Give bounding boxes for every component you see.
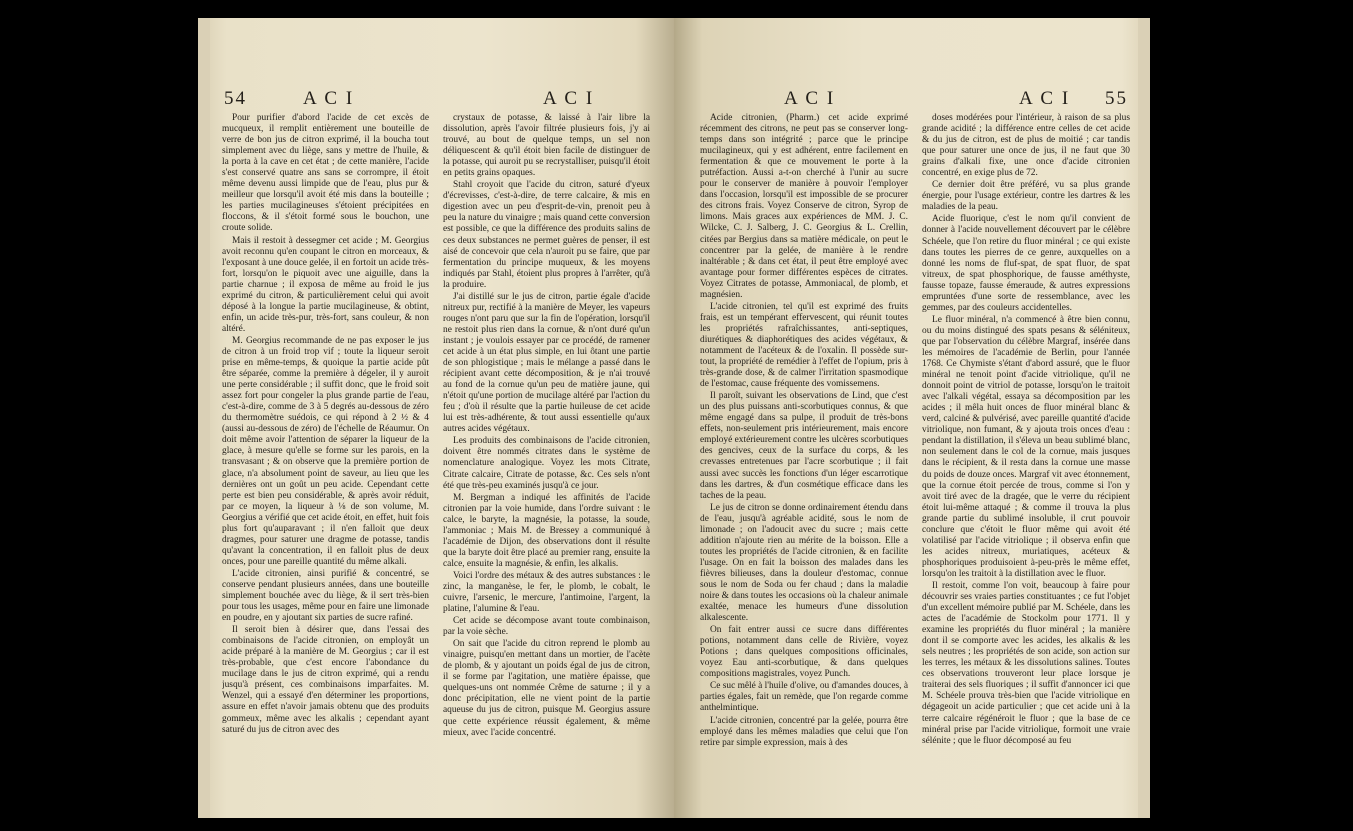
paragraph: L'acide citronien, tel qu'il est exprimé des fruits frais, est un tempérant effervescent, qui réunit toutes les propriétés rafraîchissantes, anti-septiques, diurétiques & diaphorétiques des acides végétaux, & notamment de l'acéteux & de l'oxalin. Il possède sur-tout, la propriété de remédier à l'effet de l'opium, pris à très-grande dose, & de calmer l'irritation spasmodique de l'estomac, cause fréquente des vomissemens. xyxy=(700,301,908,390)
paragraph: On sait que l'acide du citron reprend le plomb au vinaigre, puisqu'en mettant dans un mortier, de l'acète de plomb, & y ajoutant un poids égal de jus de citron, il se forme par l'agitation, une matière épaisse, que quelques-uns ont nommée Crême de saturne ; il y a donc précipitation, elle ne vient point de la partie aqueuse du jus de citron, puisque M. Georgius assure que cette expérience réussit également, & même mieux, avec l'acide concentré. xyxy=(443,639,650,738)
paragraph: Acide fluorique, c'est le nom qu'il convient de donner à l'acide nouvellement découvert par le célèbre Schéele, que l'on retire du fluor minéral ; ce qui existe dans toutes les pierres de ce genre, auxquelles on a donné les noms de fluf-spat, de spat fluor, de spat vitreux, de spat phosphorique, de fausse améthyste, fausse topaze, fausse émeraude, & autres expressions empruntées d'une sorte de ressemblance, avec les gemmes, par des couleurs accidentelles. xyxy=(922,214,1130,313)
right-page-column-1 xyxy=(700,113,908,790)
paragraph: M. Bergman a indiqué les affinités de l'acide citronien par la voie humide, dans l'ordre suivant : le calce, le baryte, la magnésie, la potasse, la soude, l'ammoniac ; Mais M. de Bressey a communiqué à l'académie de Dijon, des observations dont il résulte que la baryte doit être placé au premier rang, ensuite la calce, ensuite la magnésie, & enfin, les alkalis. xyxy=(443,492,650,569)
right-page-header xyxy=(674,88,1150,112)
left-running-head-2: A C I xyxy=(543,88,595,109)
paragraph: Le fluor minéral, n'a commencé à être bien connu, ou du moins distingué des spats pesans & séléniteux, que par l'observation du célèbre Margraf, insérée dans les mémoires de l'académie de Berlin, pour l'année 1768. Ce Chymiste s'étant d'abord assuré, que le fluor minéral ne tenoit point d'acide vitriolique, qu'il ne donnoit point de vitriol de potasse, lorsqu'on le traitoit avec l'alkali végétal, essaya sa décomposition par les acides ; il mêla huit onces de fluor minéral blanc & verd, calciné & pulvérisé, avec pareille quantité d'acide vitriolique, non fumant, & y ajouta trois onces d'eau : pendant la distillation, il s'éleva un beau sublimé blanc, non seulement dans le col de la cornue, mais jusques dans le récipient, & il resta dans la cornue une masse du poids de douze onces. Margraf vit avec étonnement, que la cornue étoit percée de trous, comme si l'on y avoit tiré avec de la dragée, que le verre du récipient étoit lui-même attaqué ; & comme il trouva la plus grande partie du sublimé insoluble, il crut pouvoir conclure que c'étoit le fluor même qui avoit été volatilisé par l'acide vitriolique ; il observa enfin que les acides nitreux, muriatiques, acéteux & phosphoriques produisoient à-peu-près le même effet, lorsqu'on les traitoit à la distillation avec le fluor. xyxy=(922,314,1130,579)
paragraph: Voici l'ordre des métaux & des autres substances : le zinc, la manganèse, le fer, le plomb, le cobalt, le cuivre, l'arsenic, le mercure, l'antimoine, l'argent, la platine, l'alumine & l'eau. xyxy=(443,570,650,615)
paragraph: L'acide citronien, ainsi purifié & concentré, se conserve pendant plusieurs années, dans une bouteille simplement bouchée avec du liège, & il sert très-bien pour tous les usages, même pour en faire une limonade en poudre, en y ajoutant six parties de sucre rafiné. xyxy=(222,568,429,624)
paragraph: On fait entrer aussi ce sucre dans différentes potions, notamment dans celle de Rivière, voyez Potions ; dans quelques compositions officinales, voyez Eau anti-scorbutique, & dans quelques compositions magistrales, voyez Punch. xyxy=(700,625,908,680)
left-page-number: 54 xyxy=(224,88,247,109)
paragraph: Les produits des combinaisons de l'acide citronien, doivent être nommés citrates dans le système de nomenclature analogique. Voyez les mots Citrate, Citrate calcaire, Citrate de potasse, &c. Ces sels n'ont été que très-peu examinés jusqu'à ce jour. xyxy=(443,436,650,491)
page-edge xyxy=(1138,18,1150,818)
paragraph: doses modérées pour l'intérieur, à raison de sa plus grande acidité ; la différence entre celles de cet acide & du jus de citron, est de plus de moitié ; car tandis que pour saturer une once de jus, il ne faut que 30 grains d'alkali fixe, une once d'acide citronien concentré, en exige plus de 72. xyxy=(922,113,1130,179)
paragraph: M. Georgius recommande de ne pas exposer le jus de citron à un froid trop vif ; toute la liqueur seroit prise en même-temps, & quoique la partie acide pût être séparée, comme la première à dégeler, il y auroit une perte considérable ; il suffit donc, que le froid soit assez fort pour congeler la plus grande partie de l'eau, c'est-à-dire, comme de 3 à 5 degrés au-dessous de zéro du thermomètre suédois, ce qui répond à 2 ½ & 4 (aussi au-dessous de zéro) de l'échelle de Réaumur. On doit même avoir l'attention de séparer la liqueur de la glace, à mesure qu'elle se forme sur les parois, en la transvasant ; & on observe que la première portion de glace, n'a absolument point de saveur, au lieu que les dernières ont un goût un peu acide. Cependant cette perte est bien peu considérable, & après avoir réduit, par ce moyen, la liqueur à ⅛ de son volume, M. Georgius a vérifié que cet acide étoit, en effet, huit fois plus fort qu'auparavant ; il n'en falloit que deux dragmes, pour saturer une dragme de potasse, tandis qu'avant la concentration, il en falloit plus de deux onces, pour une pareille quantité du même alkali. xyxy=(222,335,429,567)
page-edge xyxy=(198,18,210,818)
paragraph: Stahl croyoit que l'acide du citron, saturé d'yeux d'écrevisses, c'est-à-dire, de terre calcaire, & mis en digestion avec un peu d'esprit-de-vin, prenoit peu à peu la nature du vinaigre ; mais quand cette conversion est possible, ce que la différence des produits salins de ces deux substances ne permet guères de penser, il est aisé de concevoir que cela n'auroit pu se faire, que par fermentation du principe muqueux, & les moyens indiqués par Stahl, étoient plus propres à l'arrêter, qu'à la produire. xyxy=(443,180,650,290)
right-page xyxy=(674,18,1150,818)
right-page-number: 55 xyxy=(1105,88,1128,109)
left-page-column-2 xyxy=(443,113,650,790)
paragraph: Il seroit bien à désirer que, dans l'essai des combinaisons de l'acide citronien, on employât un acide préparé à la manière de M. Georgius ; car il est très-probable, que c'est encore l'abondance du mucilage dans le jus de citron exprimé, qui a rendu jusqu'à présent, ces combinaisons imparfaites. M. Wenzel, qui a essayé d'en déterminer les proportions, assure en effet n'avoir jamais obtenu que des produits gommeux, même avec les alkalis ; cependant ayant saturé du jus de citron avec des xyxy=(222,625,429,735)
right-page-columns xyxy=(700,113,1130,790)
paragraph: L'acide citronien, concentré par la gelée, pourra être employé dans les mêmes maladies que celui que l'on retire par simple expression, mais à des xyxy=(700,715,908,748)
paragraph: Le jus de citron se donne ordinairement étendu dans de l'eau, jusqu'à agréable acidité, sous le nom de limonade ; on l'adoucit avec du sucre ; mais cette addition n'ajoute rien au mérite de la boisson. Elle a toutes les propriétés de l'acide citronien, & en facilite l'usage. On en fait la boisson des malades dans les fièvres bilieuses, dans la douleur d'estomac, connue sous le nom de Soda ou fer chaud ; dans la maladie noire & dans toutes les occasions où la chaleur animale exaltée, menace les humeurs d'une dissolution alkalescente. xyxy=(700,502,908,624)
left-page-columns xyxy=(222,113,650,790)
paragraph: J'ai distillé sur le jus de citron, partie égale d'acide nitreux pur, rectifié à la manière de Meyer, les vapeurs rouges n'ont paru que sur la fin de l'opération, lorsqu'il ne restoit plus rien dans la cornue, & n'ont duré qu'un instant ; je voulois essayer par ce procédé, de ramener cet acide à un état plus simple, en lui ôtant une partie de son phlogistique ; mais le mélange a passé dans le récipient avant cette décomposition, & je n'ai trouvé au fond de la cornue qu'un peu de matière jaune, qui n'étoit qu'une portion de mucilage altéré par l'action du feu ; d'où il résulte que la partie huileuse de cet acide lui est très-adhérente, & tout aussi essentielle qu'aux autres acides végétaux. xyxy=(443,291,650,435)
paragraph: Cet acide se décompose avant toute combinaison, par la voie sèche. xyxy=(443,616,650,638)
paragraph: Il paroît, suivant les observations de Lind, que c'est un des plus puissans anti-scorbutiques connus, & que même engagé dans sa pulpe, il produit de très-bons effets, non-seulement pris intérieurement, mais encore employé extérieurement contre les ulcères scorbutiques des gencives, ceux de la surface du corps, & les crevasses entretenues par l'acre scorbutique ; il fait aussi avec succès les fonctions d'un léger escarrotique dans les dartres, & d'un cosmétique efficace dans les taches de la peau. xyxy=(700,391,908,501)
left-page xyxy=(198,18,674,818)
right-running-head-2: A C I xyxy=(1019,88,1071,109)
open-book-spread xyxy=(198,18,1150,818)
paragraph: Il restoit, comme l'on voit, beaucoup à faire pour découvrir ses vraies parties constituantes ; ce fut l'objet d'un excellent mémoire publié par M. Schéele, dans les actes de l'académie de Stockolm pour 1771. Il y examine les propriétés du fluor minéral ; la manière dont il se comporte avec les acides, les alkalis & les sels neutres ; les propriétés de son acide, son action sur les terres, les métaux & les dissolutions salines. Toutes ces observations trouveront leur place lorsque je traiterai des sels fluoriques ; il suffit d'annoncer ici que M. Schéele prouva très-bien que l'acide vitriolique en dégageoit un acide particulier ; que cet acide uni à la terre calcaire régénéroit le fluor ; que la base de ce minéral prise par l'acide vitriolique, formoit une vraie sélénite ; que le fluor décomposé au feu xyxy=(922,580,1130,746)
right-running-head-1: A C I xyxy=(784,88,836,109)
paragraph: Ce suc mêlé à l'huile d'olive, ou d'amandes douces, à parties égales, fait un remède, que l'on regarde comme anthelmintique. xyxy=(700,681,908,714)
left-running-head-1: A C I xyxy=(303,88,355,109)
paragraph: Pour purifier d'abord l'acide de cet excès de mucqueux, il remplit entièrement une bouteille de verre de bon jus de citron exprimé, il la boucha tout simplement avec du liège, sans y mettre de l'huile, & la porta à la cave en cet état ; de cette manière, l'acide s'est conservé quatre ans sans se corrompre, il étoit même devenu aussi limpide que de l'eau, plus pur & meilleur que lorsqu'il avoit été mis dans la bouteille ; les parties mucilagineuses s'étoient précipitées en floccons, & il s'étoit formé sous le bouchon, une croute solide. xyxy=(222,113,429,234)
paragraph: Ce dernier doit être préféré, vu sa plus grande énergie, pour l'usage extérieur, contre les dartres & les maladies de la peau. xyxy=(922,180,1130,213)
paragraph: crystaux de potasse, & laissé à l'air libre la dissolution, après l'avoir filtrée plusieurs fois, j'y ai trouvé, au bout de quelque temps, un sel non déliquescent & qu'il étoit bien facile de distinguer de la potasse, qui auroit pu se recrystalliser, puisqu'il étoit en petits grains opaques. xyxy=(443,113,650,179)
right-page-column-2 xyxy=(922,113,1130,790)
left-page-header xyxy=(198,88,674,112)
paragraph: Acide citronien, (Pharm.) cet acide exprimé récemment des citrons, ne peut pas se conserver long-temps dans son intégrité ; parce que le principe mucilagineux, qui y est adhérent, entre facilement en fermentation & que ce mouvement le porte à la putréfaction. Aussi a-t-on cherché à l'unir au sucre pour le conserver de manière à pouvoir l'employer dans l'occasion, lorsqu'il est impossible de se procurer des citrons frais. Voyez Conserve de citron, Syrop de limons. Mais graces aux expériences de MM. J. C. Wilcke, C. J. Salberg, J. C. Georgius & L. Crellin, citées par Bergius dans sa matière médicale, on peut le concentrer par la gelée, de manière à le rendre inaltérable ; & dans cet état, il peut être employé avec avantage pour former différentes espèces de citrates. Voyez Citrates de potasse, Ammoniacal, de plomb, et magnésien. xyxy=(700,113,908,300)
left-page-column-1 xyxy=(222,113,429,790)
paragraph: Mais il restoit à dessegmer cet acide ; M. Georgius avoit reconnu qu'en coupant le citron en morceaux, & l'exposant à une douce gelée, il en fortoit un acide très-fort, lorsqu'on le piquoit avec une aiguille, dans la partie charnue ; il exposa de même au froid le jus exprimé du citron, & particulièrement celui qui avoit déposé à la longue la partie mucilagineuse, & obtint, enfin, un acide très-pur, très-fort, sans couleur, & non altéré. xyxy=(222,235,429,334)
